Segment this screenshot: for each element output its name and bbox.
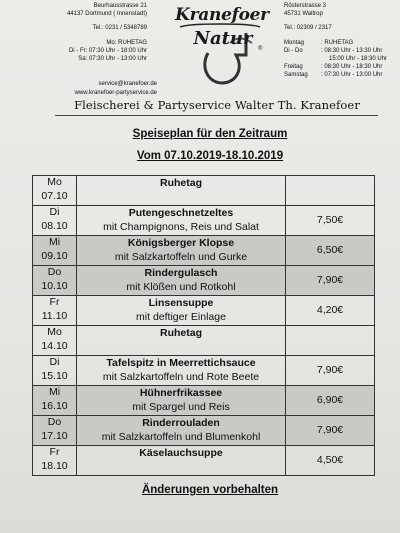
right-hours-day: Di - Do (284, 47, 303, 54)
date: 16.10 (41, 399, 68, 412)
right-hours-time: : 08:30 Uhr - 13:30 Uhr (321, 47, 383, 54)
dish-cell (77, 236, 286, 266)
dish-cell (77, 446, 286, 476)
dish-name: Ruhetag (160, 177, 202, 189)
dish-description: mit Champignons, Reis und Salat (103, 220, 259, 233)
email-link[interactable]: service@kranefoer.de (98, 81, 157, 87)
day-cell (33, 296, 77, 326)
left-street: Beurhausstrasse 21 (93, 3, 147, 9)
right-hours-day (284, 55, 329, 63)
price-cell: 7,90€ (286, 266, 375, 296)
weekday: Mo (47, 326, 62, 338)
right-hours-time: : 08:30 Uhr - 18:30 Uhr (321, 64, 383, 71)
company-banner: Fleischerei & Partyservice Walter Th. Kranefoer (74, 98, 360, 112)
dish-description: mit Salzkartoffeln und Rote Beete (102, 370, 260, 383)
banner-divider (55, 115, 378, 116)
day-cell (33, 356, 77, 386)
date: 10.10 (41, 279, 68, 292)
right-street: Rösterstrasse 3 (284, 3, 327, 9)
left-address-block (57, 2, 147, 63)
weekday: Fr (49, 296, 60, 308)
date-range-title (95, 150, 325, 162)
dish-name: Ruhetag (160, 327, 202, 339)
price-cell (286, 326, 375, 356)
left-hours-time: 07:30 Uhr - 18:00 Uhr (88, 47, 147, 54)
dish-name: Käselauchsuppe (139, 447, 223, 459)
date: 15.10 (41, 369, 68, 382)
page-title (95, 128, 325, 140)
day-cell (33, 416, 77, 446)
dish-name: Königsberger Klopse (127, 237, 235, 249)
table-row (33, 446, 375, 476)
dish-cell (77, 176, 286, 206)
price-cell: 4,50€ (286, 446, 375, 476)
right-address-block (284, 2, 400, 80)
logo-subtitle: Natur (193, 28, 253, 49)
left-hours-time: 07:30 Uhr - 13:00 Uhr (88, 56, 147, 63)
date: 18.10 (41, 459, 68, 472)
right-hours-time: : 07:30 Uhr - 13:00 Uhr (321, 72, 383, 79)
left-hours-day: Di - Fr: (68, 47, 88, 54)
date: 11.10 (41, 309, 68, 322)
table-row (33, 326, 375, 356)
left-hours-day: Mo: (106, 39, 117, 46)
day-cell (33, 446, 77, 476)
price-cell: 4,20€ (286, 296, 375, 326)
date: 07.10 (41, 189, 68, 202)
dish-cell (77, 296, 286, 326)
menu-table (32, 175, 375, 476)
table-row (33, 386, 375, 416)
dish-name: Rindergulasch (144, 267, 218, 279)
dish-description: mit Salzkartoffeln und Blumenkohl (101, 430, 261, 443)
right-phone: Tel.: 02309 / 2317 (284, 25, 332, 32)
left-phone: Tel.: 0231 / 5348789 (92, 25, 147, 32)
changes-notice (95, 484, 325, 496)
price-cell: 6,50€ (286, 236, 375, 266)
table-row (33, 206, 375, 236)
dish-cell (77, 326, 286, 356)
dish-description: mit Spargel und Reis (132, 400, 230, 413)
dish-name: Hühnerfrikassee (139, 387, 223, 399)
dish-description: mit deftiger Einlage (136, 310, 226, 323)
dish-name: Rinderrouladen (142, 417, 220, 429)
dish-name: Tafelspitz in Meerrettichsauce (106, 357, 256, 369)
dish-description: mit Salzkartoffeln und Gurke (114, 250, 248, 263)
right-city: 45731 Waltrop (284, 11, 323, 18)
day-cell (33, 236, 77, 266)
day-cell (33, 176, 77, 206)
dish-name: Putengeschnetzeltes (128, 207, 234, 219)
right-hours-day: Freitag (284, 64, 303, 71)
date: 09.10 (41, 249, 68, 262)
day-cell (33, 206, 77, 236)
weekday: Do (47, 266, 62, 278)
weekday: Fr (49, 446, 60, 458)
dish-cell (77, 206, 286, 236)
left-city: 44137 Dortmund ( Innenstadt) (66, 11, 147, 18)
table-row (33, 236, 375, 266)
price-cell: 6,90€ (286, 386, 375, 416)
weekday: Do (47, 416, 62, 428)
table-row (33, 266, 375, 296)
weekday: Di (49, 206, 60, 218)
logo-title: Kranefoer (175, 5, 269, 25)
left-hours-time: RUHETAG (118, 39, 147, 46)
dish-description: mit Klößen und Rotkohl (126, 280, 236, 293)
weekday: Mo (47, 176, 62, 188)
day-cell (33, 386, 77, 416)
day-cell (33, 326, 77, 356)
registered-mark: ® (258, 46, 263, 52)
right-hours-time: : RUHETAG (321, 39, 354, 46)
price-cell (286, 176, 375, 206)
date: 08.10 (41, 219, 68, 232)
right-hours-day: Montag (284, 39, 305, 46)
right-hours-day: Samstag (284, 72, 308, 79)
price-cell: 7,90€ (286, 356, 375, 386)
date: 17.10 (41, 429, 68, 442)
table-row (33, 296, 375, 326)
right-hours-time: 15:00 Uhr - 18:30 Uhr (329, 56, 388, 63)
table-row (33, 176, 375, 206)
weekday: Mi (48, 386, 61, 398)
table-row (33, 356, 375, 386)
dish-cell (77, 356, 286, 386)
day-cell (33, 266, 77, 296)
weekday: Mi (48, 236, 61, 248)
price-cell: 7,50€ (286, 206, 375, 236)
website-link[interactable]: www.kranefoer-partyservice.de (74, 89, 157, 96)
changes-notice-text: Änderungen vorbehalten (141, 484, 279, 496)
contact-block (57, 80, 157, 97)
dish-cell (77, 266, 286, 296)
date: 14.10 (41, 339, 68, 352)
date-range-text: Vom 07.10.2019-18.10.2019 (136, 150, 284, 162)
dish-name: Linsensuppe (148, 297, 214, 309)
left-hours-day: Sa: (78, 56, 88, 63)
dish-cell (77, 386, 286, 416)
price-cell: 7,90€ (286, 416, 375, 446)
dish-cell (77, 416, 286, 446)
weekday: Di (49, 356, 60, 368)
table-row (33, 416, 375, 446)
page-title-text: Speiseplan für den Zeitraum (132, 128, 288, 140)
